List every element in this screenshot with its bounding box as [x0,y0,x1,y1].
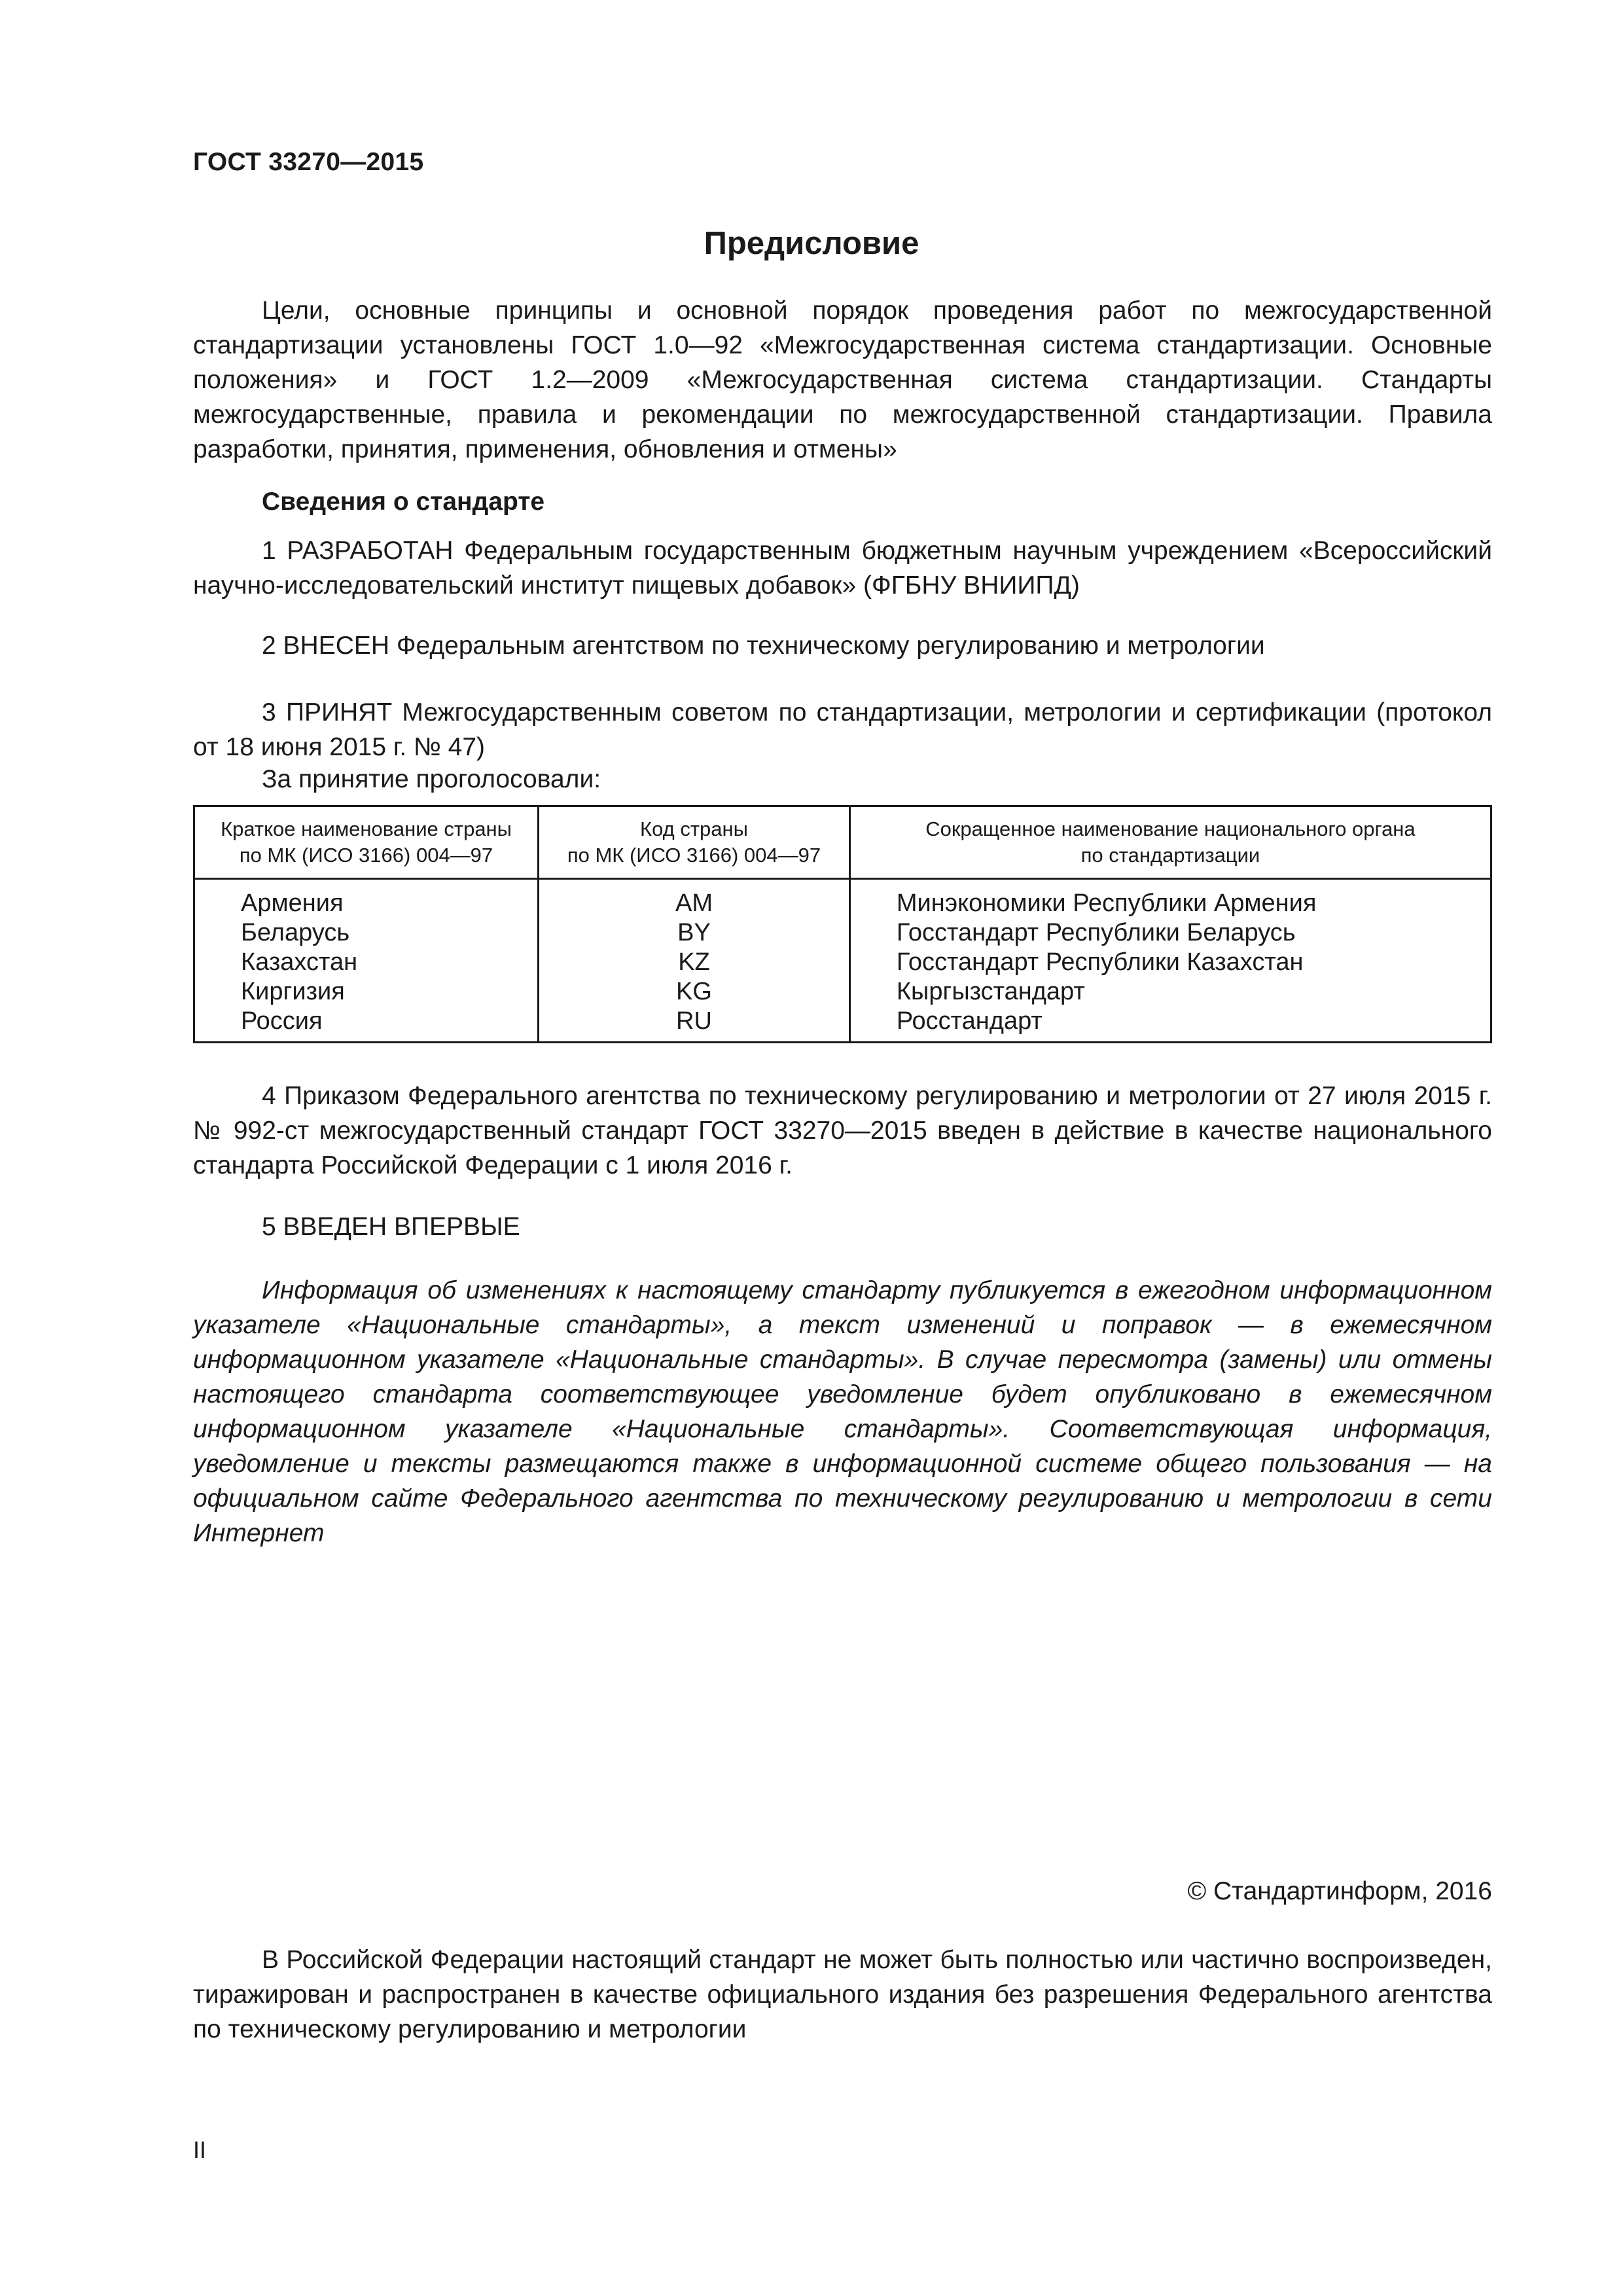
item-3-block [193,695,1492,797]
page-number: II [193,2136,207,2163]
table-cell-country: Киргизия [241,978,345,1005]
table-cell-code: BY [677,919,711,946]
table-body-row [194,879,1491,1043]
table-cell-org: Госстандарт Республики Казахстан [896,948,1304,976]
voting-table [193,805,1492,1043]
page-title: Предисловие [704,226,919,261]
table-cell-country: Армения [241,889,344,917]
table-cell-country: Казахстан [241,948,358,976]
voted-label: За принятие проголосовали: [262,765,601,793]
table-cell-code: AM [675,889,713,917]
header-org: Сокращенное наименование национального органа по стандартизации [849,806,1491,879]
reproduction-notice: В Российской Федерации настоящий стандарт не может быть полностью или частично воспроизведен, тиражирован и распространен в качестве официального издания без разрешения Федерального агентства по техническому регулированию и метрологии [193,1946,1492,2043]
table-cell-org: Росстандарт [896,1007,1043,1035]
table-cell-code: RU [676,1007,712,1035]
table-cell-country: Беларусь [241,919,350,946]
item-4-block [193,1079,1492,1183]
document-code: ГОСТ 33270—2015 [193,148,424,176]
item-2: 2 ВНЕСЕН Федеральным агентством по техническому регулированию и метрологии [262,632,1265,660]
item-5-block [193,1210,1492,1244]
table-cell-org: Минэкономики Республики Армения [896,889,1317,917]
header-country: Краткое наименование страны по МК (ИСО 3166) 004—97 [194,806,539,879]
intro-paragraph: Цели, основные принципы и основной порядок проведения работ по межгосударственной стандартизации установлены ГОСТ 1.0—92 «Межгосударственная система стандартизации. Основные положения» и ГОСТ 1.2—2009 «Межгосударственная система стандартизации. Стандарты межгосударственные, правила и рекомендации по межгосударственной стандартизации. Правила разработки, принятия, применения, обновления и отмены» [193,296,1492,463]
item-1-block [193,533,1492,603]
intro-section [193,293,1492,467]
header-code: Код страны по МК (ИСО 3166) 004—97 [539,806,850,879]
notice-block [193,1273,1492,1551]
code-column [539,879,850,1043]
item-3: 3 ПРИНЯТ Межгосударственным советом по стандартизации, метрологии и сертификации (протокол от 18 июня 2015 г. № 47) [193,698,1492,761]
copyright: © Стандартинформ, 2016 [1187,1877,1492,1905]
country-column [194,879,539,1043]
table-header-row [194,806,1491,879]
org-column [849,879,1491,1043]
table-cell-org: Кыргызстандарт [896,978,1085,1005]
table-cell-code: KZ [678,948,710,976]
table-cell-code: KG [676,978,712,1005]
item-1: 1 РАЗРАБОТАН Федеральным государственным бюджетным научным учреждением «Всероссийский научно-исследовательский институт пищевых добавок» (ФГБНУ ВНИИПД) [193,537,1492,600]
item-5: 5 ВВЕДЕН ВПЕРВЫЕ [262,1213,520,1241]
info-heading-block [193,484,1492,519]
item-4: 4 Приказом Федерального агентства по техническому регулированию и метрологии от 27 июля 2015 г. № 992-ст межгосударственный стандарт ГОСТ 33270—2015 введен в действие в качестве национального стандарта Российской Федерации с 1 июля 2016 г. [193,1082,1492,1179]
table-cell-org: Госстандарт Республики Беларусь [896,919,1296,946]
info-heading: Сведения о стандарте [262,488,545,516]
table-cell-country: Россия [241,1007,323,1035]
footer-notice-block [193,1943,1492,2047]
item-2-block [193,628,1492,663]
amendments-notice: Информация об изменениях к настоящему стандарту публикуется в ежегодном информационном указателе «Национальные стандарты», а текст изменений и поправок — в ежемесячном информационном указателе «Национальные стандарты». В случае пересмотра (замены) или отмены настоящего стандарта соответствующее уведомление будет опубликовано в ежемесячном информационном указателе «Национальные стандарты». Соответствующая информация, уведомление и тексты размещаются также в информационной системе общего пользования — на официальном сайте Федерального агентства по техническому регулированию и метрологии в сети Интернет [193,1276,1492,1547]
